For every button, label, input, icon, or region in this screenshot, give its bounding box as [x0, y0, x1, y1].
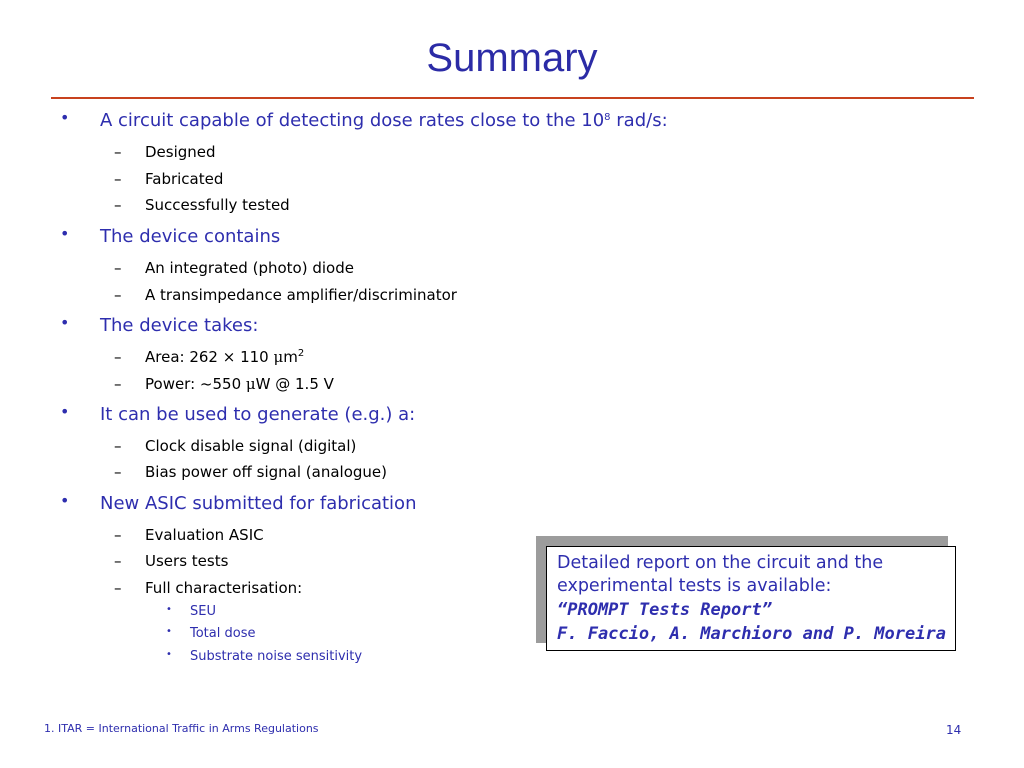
sub-item	[114, 170, 224, 188]
dash-icon: –	[114, 348, 122, 366]
bullet-icon: •	[166, 649, 172, 660]
report-authors: F. Faccio, A. Marchioro and P. Moreira	[557, 624, 946, 644]
sub-item	[114, 375, 334, 393]
bullet-icon: •	[60, 313, 70, 332]
bullet-text: The device contains	[100, 226, 281, 247]
sub-item	[114, 196, 290, 214]
sub-item	[114, 143, 216, 161]
bullet-text: A circuit capable of detecting dose rates close to the 10	[100, 110, 605, 131]
bullet-item	[60, 108, 668, 131]
sub-item-text: An integrated (photo) diode	[145, 259, 354, 277]
bullet-icon: •	[166, 604, 172, 615]
bullet-icon: •	[60, 224, 70, 243]
sub-item-text: Clock disable signal (digital)	[145, 437, 357, 455]
dash-icon: –	[114, 170, 122, 188]
sub-item-text: Full characterisation:	[145, 579, 303, 597]
sub-item-text: Users tests	[145, 552, 229, 570]
sub-sub-item	[166, 626, 256, 641]
bullet-item	[60, 224, 281, 247]
sub-sub-item-text: SEU	[190, 604, 216, 619]
exponent: 8	[604, 112, 611, 123]
bullet-text: It can be used to generate (e.g.) a:	[100, 404, 416, 425]
mu-symbol: μ	[273, 348, 284, 366]
sub-sub-item	[166, 649, 363, 664]
dash-icon: –	[114, 552, 122, 570]
sub-item	[114, 552, 229, 570]
sub-item	[114, 579, 303, 597]
dash-icon: –	[114, 196, 122, 214]
exponent: 2	[297, 348, 305, 359]
bullet-text: New ASIC submitted for fabrication	[100, 493, 417, 514]
dash-icon: –	[114, 143, 122, 161]
sub-sub-item-text: Substrate noise sensitivity	[190, 649, 363, 664]
sub-item	[114, 348, 305, 366]
sub-item	[114, 437, 357, 455]
bullet-item	[60, 313, 259, 336]
dash-icon: –	[114, 579, 122, 597]
page-number: 14	[946, 723, 962, 737]
footnote: 1. ITAR = International Traffic in Arms Regulations	[44, 722, 319, 735]
sub-sub-item	[166, 604, 216, 619]
bullet-icon: •	[60, 108, 70, 127]
sub-item	[114, 286, 457, 304]
bullet-text: The device takes:	[100, 315, 259, 336]
dash-icon: –	[114, 437, 122, 455]
note-line: Detailed report on the circuit and the	[557, 553, 884, 573]
mu-symbol: μ	[245, 375, 256, 393]
dash-icon: –	[114, 286, 122, 304]
sub-item	[114, 526, 264, 544]
sub-item-text: Designed	[145, 143, 216, 161]
sub-item	[114, 259, 354, 277]
note-box	[546, 546, 956, 651]
sub-item-text: A transimpedance amplifier/discriminator	[145, 286, 457, 304]
sub-item	[114, 463, 387, 481]
note-line: experimental tests is available:	[557, 576, 832, 596]
dash-icon: –	[114, 259, 122, 277]
power-unit: W @ 1.5 V	[255, 375, 334, 393]
report-title: “PROMPT Tests Report”	[557, 600, 772, 620]
sub-item-text: Evaluation ASIC	[145, 526, 264, 544]
bullet-item	[60, 491, 417, 514]
bullet-icon: •	[60, 402, 70, 421]
slide-title: Summary	[426, 36, 598, 80]
area-unit: m	[283, 348, 298, 366]
title-divider	[51, 97, 974, 99]
dash-icon: –	[114, 463, 122, 481]
area-pre: Area: 262 × 110	[145, 348, 274, 366]
bullet-icon: •	[60, 491, 70, 510]
bullet-item	[60, 402, 416, 425]
sub-item-text: Successfully tested	[145, 196, 290, 214]
bullet-text-tail: rad/s:	[610, 110, 668, 131]
sub-sub-item-text: Total dose	[190, 626, 256, 641]
dash-icon: –	[114, 375, 122, 393]
power-pre: Power: ~550	[145, 375, 246, 393]
sub-item-text: Fabricated	[145, 170, 224, 188]
dash-icon: –	[114, 526, 122, 544]
sub-item-text: Bias power off signal (analogue)	[145, 463, 387, 481]
bullet-icon: •	[166, 626, 172, 637]
